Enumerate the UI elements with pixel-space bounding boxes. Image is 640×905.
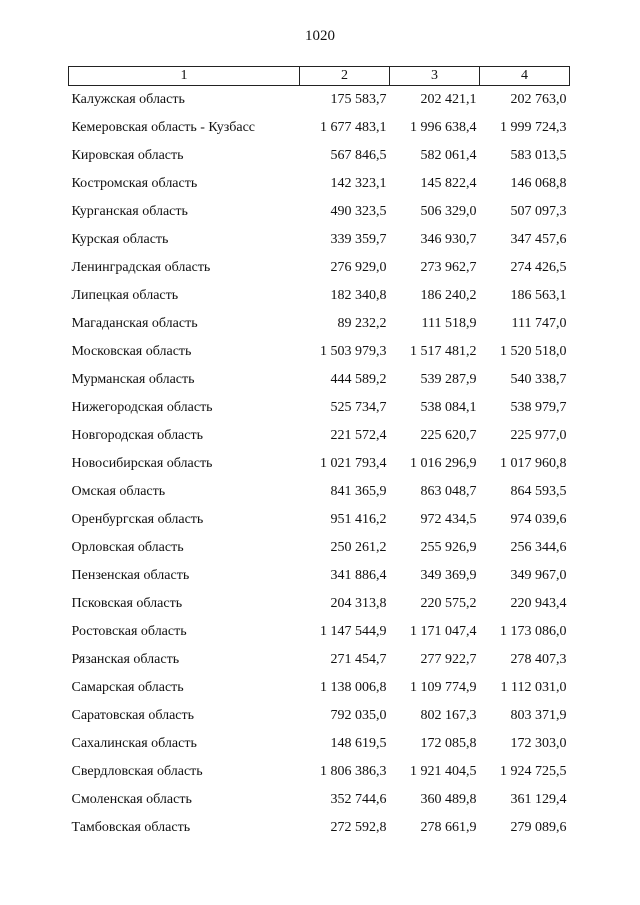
region-name-cell: Орловская область bbox=[71, 540, 184, 555]
value-column-2-cell: 444 589,2 bbox=[330, 372, 387, 387]
value-column-2-cell: 341 886,4 bbox=[330, 568, 387, 583]
region-name-cell: Магаданская область bbox=[71, 316, 198, 331]
table-row bbox=[69, 310, 570, 338]
region-name-cell: Мурманская область bbox=[71, 372, 195, 387]
region-name-cell: Сахалинская область bbox=[71, 736, 197, 751]
value-column-4-cell: 111 747,0 bbox=[511, 316, 567, 331]
value-column-3-cell: 972 434,5 bbox=[420, 512, 477, 527]
value-column-3-cell: 273 962,7 bbox=[420, 260, 477, 275]
value-column-3-cell: 349 369,9 bbox=[420, 568, 477, 583]
region-name-cell: Ростовская область bbox=[71, 624, 187, 639]
value-column-4-cell: 803 371,9 bbox=[510, 708, 567, 723]
value-column-3-cell: 1 171 047,4 bbox=[410, 624, 477, 639]
column-header-1: 1 bbox=[69, 67, 300, 86]
value-column-2-cell: 182 340,8 bbox=[330, 288, 387, 303]
region-name-cell: Кемеровская область - Кузбасс bbox=[71, 120, 256, 135]
region-name-cell: Липецкая область bbox=[71, 288, 179, 303]
table-row bbox=[69, 226, 570, 254]
value-column-4-cell: 1 173 086,0 bbox=[500, 624, 567, 639]
budget-table bbox=[68, 66, 570, 842]
value-column-4-cell: 361 129,4 bbox=[510, 792, 567, 807]
column-header-2: 2 bbox=[300, 67, 390, 86]
value-column-2-cell: 352 744,6 bbox=[330, 792, 387, 807]
table-row bbox=[69, 142, 570, 170]
value-column-3-cell: 538 084,1 bbox=[420, 400, 477, 415]
table-row bbox=[69, 814, 570, 842]
table-row bbox=[69, 170, 570, 198]
value-column-2-cell: 1 147 544,9 bbox=[320, 624, 387, 639]
region-name-cell: Новосибирская область bbox=[71, 456, 213, 471]
table-row bbox=[69, 562, 570, 590]
value-column-3-cell: 539 287,9 bbox=[420, 372, 477, 387]
value-column-4-cell: 974 039,6 bbox=[510, 512, 567, 527]
table-row bbox=[69, 730, 570, 758]
region-name-cell: Ленинградская область bbox=[71, 260, 211, 275]
value-column-4-cell: 583 013,5 bbox=[510, 148, 567, 163]
value-column-2-cell: 567 846,5 bbox=[330, 148, 387, 163]
region-name-cell: Самарская область bbox=[71, 680, 184, 695]
value-column-4-cell: 256 344,6 bbox=[510, 540, 567, 555]
value-column-2-cell: 221 572,4 bbox=[330, 428, 387, 443]
table-row bbox=[69, 674, 570, 702]
region-name-cell: Омская область bbox=[71, 484, 166, 499]
value-column-2-cell: 142 323,1 bbox=[330, 176, 387, 191]
value-column-3-cell: 360 489,8 bbox=[420, 792, 477, 807]
value-column-3-cell: 225 620,7 bbox=[420, 428, 477, 443]
value-column-4-cell: 1 520 518,0 bbox=[500, 344, 567, 359]
value-column-2-cell: 271 454,7 bbox=[330, 652, 387, 667]
value-column-4-cell: 507 097,3 bbox=[510, 204, 567, 219]
region-name-cell: Пензенская область bbox=[71, 568, 190, 583]
table-row bbox=[69, 646, 570, 674]
value-column-4-cell: 1 017 960,8 bbox=[500, 456, 567, 471]
region-name-cell: Смоленская область bbox=[71, 792, 192, 807]
value-column-3-cell: 802 167,3 bbox=[420, 708, 477, 723]
value-column-4-cell: 186 563,1 bbox=[510, 288, 567, 303]
table-row bbox=[69, 198, 570, 226]
value-column-3-cell: 202 421,1 bbox=[420, 92, 477, 107]
value-column-4-cell: 1 112 031,0 bbox=[500, 680, 567, 695]
value-column-4-cell: 278 407,3 bbox=[510, 652, 567, 667]
value-column-3-cell: 255 926,9 bbox=[420, 540, 477, 555]
value-column-3-cell: 506 329,0 bbox=[420, 204, 477, 219]
value-column-3-cell: 1 921 404,5 bbox=[410, 764, 477, 779]
region-name-cell: Московская область bbox=[71, 344, 192, 359]
value-column-2-cell: 250 261,2 bbox=[330, 540, 387, 555]
value-column-2-cell: 1 806 386,3 bbox=[320, 764, 387, 779]
value-column-2-cell: 1 677 483,1 bbox=[320, 120, 387, 135]
value-column-4-cell: 279 089,6 bbox=[510, 820, 567, 835]
region-name-cell: Новгородская область bbox=[71, 428, 203, 443]
region-name-cell: Калужская область bbox=[71, 92, 185, 107]
value-column-4-cell: 538 979,7 bbox=[510, 400, 567, 415]
table-row bbox=[69, 254, 570, 282]
table-row bbox=[69, 618, 570, 646]
value-column-2-cell: 272 592,8 bbox=[330, 820, 387, 835]
table-row bbox=[69, 366, 570, 394]
table-row bbox=[69, 422, 570, 450]
region-name-cell: Курская область bbox=[71, 232, 169, 247]
value-column-2-cell: 525 734,7 bbox=[330, 400, 387, 415]
value-column-4-cell: 1 999 724,3 bbox=[500, 120, 567, 135]
value-column-3-cell: 1 996 638,4 bbox=[410, 120, 477, 135]
table-row bbox=[69, 478, 570, 506]
value-column-3-cell: 346 930,7 bbox=[420, 232, 477, 247]
value-column-3-cell: 186 240,2 bbox=[420, 288, 477, 303]
value-column-3-cell: 1 109 774,9 bbox=[410, 680, 477, 695]
value-column-3-cell: 111 518,9 bbox=[421, 316, 477, 331]
value-column-4-cell: 220 943,4 bbox=[510, 596, 567, 611]
value-column-2-cell: 1 503 979,3 bbox=[320, 344, 387, 359]
value-column-4-cell: 225 977,0 bbox=[510, 428, 567, 443]
table-row bbox=[69, 758, 570, 786]
value-column-4-cell: 347 457,6 bbox=[510, 232, 567, 247]
value-column-4-cell: 349 967,0 bbox=[510, 568, 567, 583]
table-row bbox=[69, 394, 570, 422]
region-name-cell: Рязанская область bbox=[71, 652, 180, 667]
value-column-2-cell: 841 365,9 bbox=[330, 484, 387, 499]
table-row bbox=[69, 114, 570, 142]
table-header-row bbox=[69, 67, 570, 86]
value-column-4-cell: 1 924 725,5 bbox=[500, 764, 567, 779]
table-row bbox=[69, 506, 570, 534]
value-column-2-cell: 1 021 793,4 bbox=[320, 456, 387, 471]
table-row bbox=[69, 338, 570, 366]
value-column-3-cell: 277 922,7 bbox=[420, 652, 477, 667]
value-column-2-cell: 339 359,7 bbox=[330, 232, 387, 247]
table-row bbox=[69, 282, 570, 310]
value-column-4-cell: 864 593,5 bbox=[510, 484, 567, 499]
value-column-3-cell: 220 575,2 bbox=[420, 596, 477, 611]
value-column-2-cell: 276 929,0 bbox=[330, 260, 387, 275]
table-row bbox=[69, 702, 570, 730]
value-column-3-cell: 582 061,4 bbox=[420, 148, 477, 163]
region-name-cell: Нижегородская область bbox=[71, 400, 213, 415]
value-column-2-cell: 175 583,7 bbox=[330, 92, 387, 107]
value-column-3-cell: 172 085,8 bbox=[420, 736, 477, 751]
region-name-cell: Курганская область bbox=[71, 204, 188, 219]
value-column-2-cell: 89 232,2 bbox=[337, 316, 387, 331]
value-column-3-cell: 145 822,4 bbox=[420, 176, 477, 191]
column-header-4: 4 bbox=[480, 67, 570, 86]
value-column-3-cell: 1 517 481,2 bbox=[410, 344, 477, 359]
table-row bbox=[69, 86, 570, 115]
region-name-cell: Кировская область bbox=[71, 148, 184, 163]
value-column-3-cell: 278 661,9 bbox=[420, 820, 477, 835]
table-row bbox=[69, 450, 570, 478]
page-number: 1020 bbox=[305, 28, 335, 44]
table-row bbox=[69, 786, 570, 814]
value-column-4-cell: 202 763,0 bbox=[510, 92, 567, 107]
value-column-4-cell: 146 068,8 bbox=[510, 176, 567, 191]
column-header-3: 3 bbox=[390, 67, 480, 86]
value-column-2-cell: 204 313,8 bbox=[330, 596, 387, 611]
value-column-2-cell: 792 035,0 bbox=[330, 708, 387, 723]
value-column-2-cell: 951 416,2 bbox=[330, 512, 387, 527]
value-column-4-cell: 172 303,0 bbox=[510, 736, 567, 751]
value-column-4-cell: 274 426,5 bbox=[510, 260, 567, 275]
value-column-2-cell: 490 323,5 bbox=[330, 204, 387, 219]
region-name-cell: Свердловская область bbox=[71, 764, 203, 779]
table-body bbox=[69, 86, 570, 843]
table-row bbox=[69, 534, 570, 562]
value-column-2-cell: 148 619,5 bbox=[330, 736, 387, 751]
value-column-3-cell: 863 048,7 bbox=[420, 484, 477, 499]
table-row bbox=[69, 590, 570, 618]
region-name-cell: Псковская область bbox=[71, 596, 183, 611]
value-column-3-cell: 1 016 296,9 bbox=[410, 456, 477, 471]
region-name-cell: Тамбовская область bbox=[71, 820, 191, 835]
region-name-cell: Оренбургская область bbox=[71, 512, 204, 527]
value-column-2-cell: 1 138 006,8 bbox=[320, 680, 387, 695]
region-name-cell: Костромская область bbox=[71, 176, 198, 191]
region-name-cell: Саратовская область bbox=[71, 708, 195, 723]
value-column-4-cell: 540 338,7 bbox=[510, 372, 567, 387]
